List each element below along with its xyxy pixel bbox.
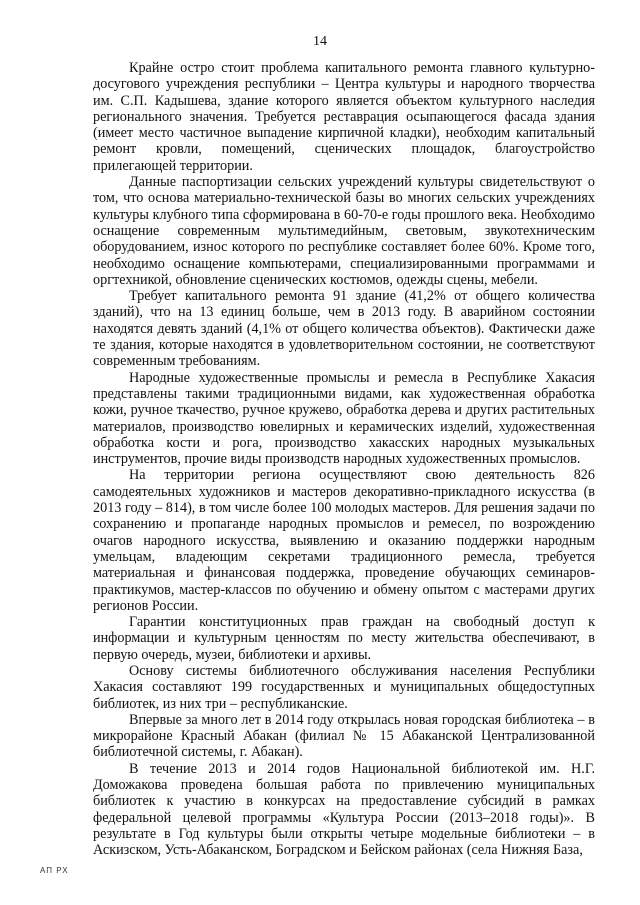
paragraph-3: Требует капитального ремонта 91 здание (41,2% от общего количества зданий), что на 13 единиц больше, чем в 2013 году. В аварийном состоянии находятся девять зданий (4,1% от общего количества объектов). Фактически даже те здания, которые находятся в удовлетворительном состоянии, не соответствуют современным требованиям. <box>93 288 595 370</box>
paragraph-4: Народные художественные промыслы и ремесла в Республике Хакасия представлены такими традиционными видами, как художественная обработка кожи, ручное ткачество, ручное кружево, обработка дерева и других растительных материалов, производство ювелирных и керамических изделий, художественная обработка кости и рога, производство хакасских народных музыкальных инструментов, прочие виды производств народных художественных промыслов. <box>93 369 595 468</box>
paragraph-2: Данные паспортизации сельских учреждений культуры свидетельствуют о том, что основа материально-технической базы во многих сельских учреждениях культуры клубного типа сформирована в 60-70-е годы прошлого века. Необходимо оснащение современным мультимедийным, световым, звукотехническим оборудованием, износ которого по республике составляет более 60%. Кроме того, необходимо оснащение компьютерами, специализированными программами и оргтехникой, обновление сценических костюмов, одежды сцены, мебели. <box>93 174 595 288</box>
paragraph-5: На территории региона осуществляют свою деятельность 826 самодеятельных художников и мастеров декоративно-прикладного искусства (в 2013 году – 814), в том числе более 100 молодых мастеров. Для решения задачи по сохранению и пропаганде народных промыслов и ремесел, по возрождению очагов народного искусства, выявлению и оказанию поддержки народным умельцам, владеющим секретами традиционного ремесла, требуется материальная и финансовая поддержка, проведение обучающих семинаров-практикумов, мастер-классов по обучению и обмену опытом с мастерами других регионов России. <box>93 467 595 614</box>
archive-stamp-mark: АП РХ <box>40 866 69 875</box>
page-number: 14 <box>313 34 327 49</box>
paragraph-1: Крайне остро стоит проблема капитального ремонта главного культурно-досугового учреждения республики – Центра культуры и народного творчества им. С.П. Кадышева, здание которого является объектом культурного наследия регионального значения. Требуется реставрация осыпающегося фасада здания (имеет место частичное выпадение кирпичной кладки), необходим капитальный ремонт кровли, помещений, сценических площадок, благоустройство прилегающей территории. <box>93 60 595 174</box>
paragraph-6: Гарантии конституционных прав граждан на свободный доступ к информации и культурным ценностям по месту жительства обеспечивают, в первую очередь, музеи, библиотеки и архивы. <box>93 614 595 663</box>
body-text <box>93 60 595 859</box>
paragraph-8: Впервые за много лет в 2014 году открылась новая городская библиотека – в микрорайоне Красный Абакан (филиал № 15 Абаканской Централизованной библиотечной системы, г. Абакан). <box>93 711 595 761</box>
paragraph-9: В течение 2013 и 2014 годов Национальной библиотекой им. Н.Г. Доможакова проведена большая работа по привлечению муниципальных библиотек к участию в конкурсах на предоставление субсидий в рамках федеральной целевой программы «Культура России (2013–2018 годы)». В результате в Год культуры были открыты четыре модельные библиотеки – в Аскизском, Усть-Абаканском, Боградском и Бейском районах (села Нижняя База, <box>93 760 595 859</box>
paragraph-7: Основу системы библиотечного обслуживания населения Республики Хакасия составляют 199 государственных и муниципальных общедоступных библиотек, из них три – республиканские. <box>93 662 595 712</box>
